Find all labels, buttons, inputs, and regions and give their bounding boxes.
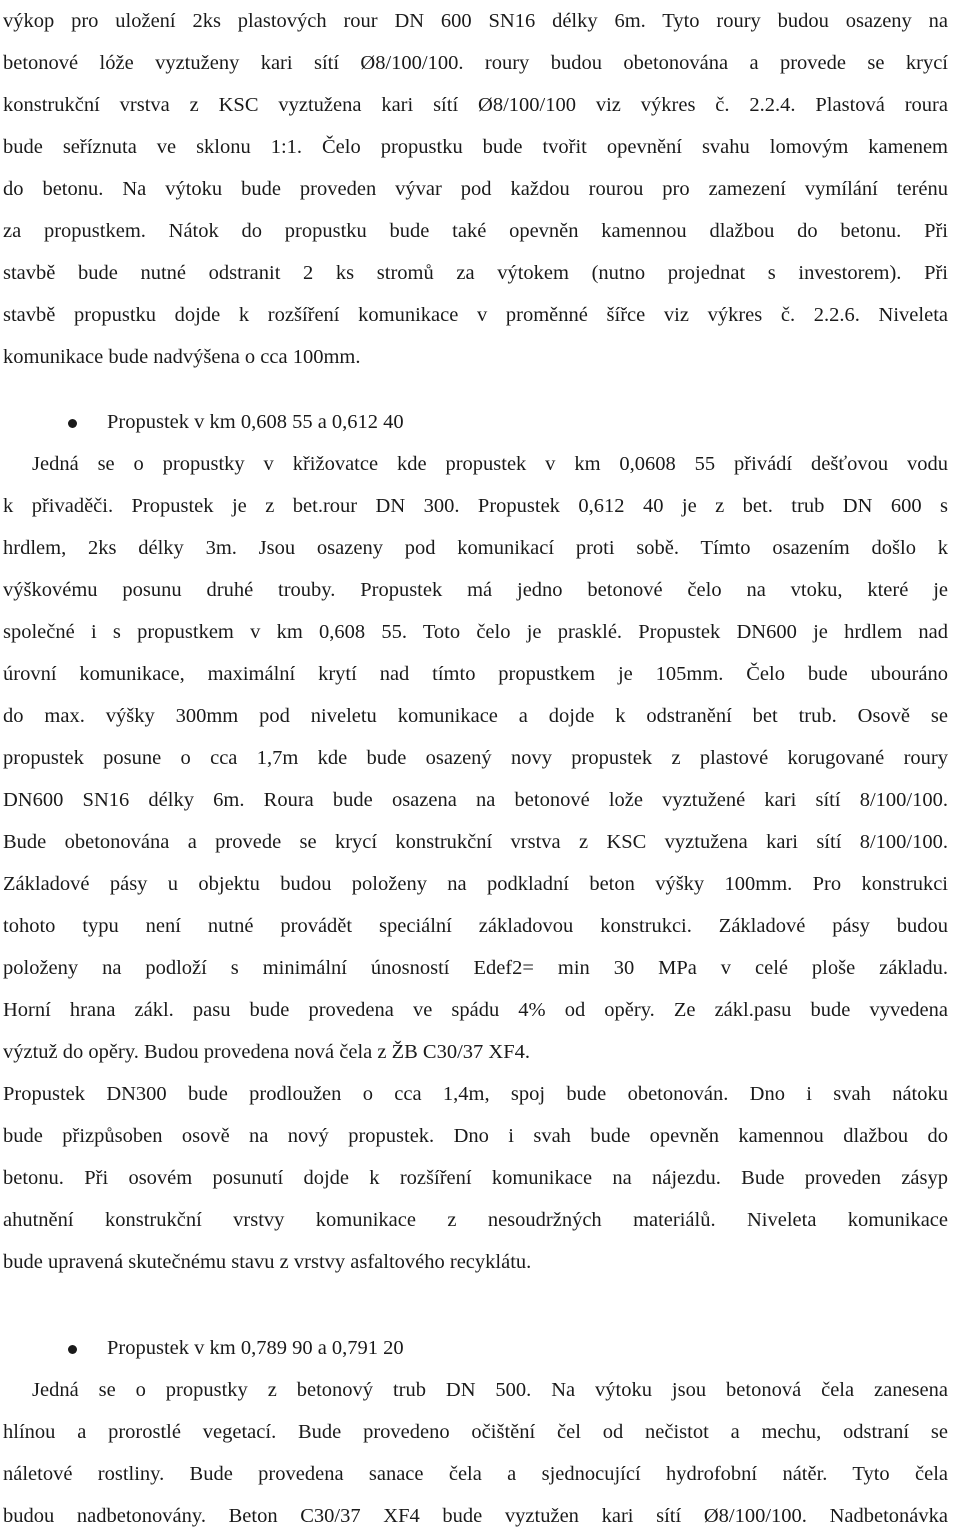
text-line: úrovní komunikace, maximální krytí nad tímto propustkem je 105mm. Čelo bude ubouráno [3, 663, 948, 685]
text-line: Bude obetonována a provede se krycí konstrukční vrstva z KSC vyztužena kari sítí 8/100/100. [3, 831, 948, 853]
bullet-heading-propustek-0789 [0, 1327, 960, 1369]
text-line: Jedná se o propustky z betonový trub DN 500. Na výtoku jsou betonová čela zanesena [32, 1379, 948, 1401]
text-line: hrdlem, 2ks délky 3m. Jsou osazeny pod komunikací proti sobě. Tímto osazením došlo k [3, 537, 948, 559]
text-line: náletové rostliny. Bude provedena sanace čela a sjednocující hydrofobní nátěr. Tyto čela [3, 1463, 948, 1485]
paragraph-propustek-0608 [0, 443, 960, 1283]
text-line: bude seříznuta ve sklonu 1:1. Čelo propustku bude tvořit opevnění svahu lomovým kamenem [3, 136, 948, 158]
text-line: Horní hrana zákl. pasu bude provedena ve spádu 4% od opěry. Ze zákl.pasu bude vyvedena [3, 999, 948, 1021]
text-line: hlínou a prorostlé vegetací. Bude provedeno očištění čel od nečistot a mechu, odstraní se [3, 1421, 948, 1443]
text-line: do max. výšky 300mm pod niveletu komunikace a dojde k odstranění bet trub. Osově se [3, 705, 948, 727]
bullet-icon [68, 1345, 77, 1354]
text-line: za propustkem. Nátok do propustku bude také opevněn kamennou dlažbou do betonu. Při [3, 220, 948, 242]
text-line: Propustek DN300 bude prodloužen o cca 1,4m, spoj bude obetonován. Dno i svah nátoku [3, 1083, 948, 1105]
text-line: DN600 SN16 délky 6m. Roura bude osazena na betonové lože vyztužené kari sítí 8/100/100. [3, 789, 948, 811]
bullet-heading-propustek-0608 [0, 401, 960, 443]
text-line: položeny na podloží s minimální únosností Edef2= min 30 MPa v celé ploše základu. [3, 957, 948, 979]
text-line: bude přizpůsoben osově na nový propustek. Dno i svah bude opevněn kamennou dlažbou do [3, 1125, 948, 1147]
text-line: k přivaděči. Propustek je z bet.rour DN 300. Propustek 0,612 40 je z bet. trub DN 600 s [3, 495, 948, 517]
text-line: bude upravená skutečnému stavu z vrstvy asfaltového recyklátu. [3, 1251, 532, 1273]
text-line: výškovému posunu druhé trouby. Propustek má jedno betonové čelo na vtoku, které je [3, 579, 948, 601]
paragraph-continuation [0, 0, 960, 378]
text-line: budou nadbetonovány. Beton C30/37 XF4 bude vyztužen kari sítí Ø8/100/100. Nadbetonávka [3, 1505, 948, 1527]
text-line: do betonu. Na výtoku bude proveden vývar pod každou rourou pro zamezení vymílání terénu [3, 178, 948, 200]
text-line: betonové lóže vyztuženy kari sítí Ø8/100/100. roury budou obetonována a provede se krycí [3, 52, 948, 74]
paragraph-propustek-0789 [0, 1369, 960, 1535]
text-line: komunikace bude nadvýšena o cca 100mm. [3, 346, 361, 368]
text-line: propustek posune o cca 1,7m kde bude osazený novy propustek z plastové korugované roury [3, 747, 948, 769]
text-line: betonu. Při osovém posunutí dojde k rozšíření komunikace na nájezdu. Bude proveden zásyp [3, 1167, 948, 1189]
text-line: tohoto typu není nutné provádět speciální základovou konstrukci. Základové pásy budou [3, 915, 948, 937]
text-line: společné i s propustkem v km 0,608 55. Toto čelo je prasklé. Propustek DN600 je hrdlem nad [3, 621, 948, 643]
bullet-icon [68, 419, 77, 428]
text-line: výkop pro uložení 2ks plastových rour DN 600 SN16 délky 6m. Tyto roury budou osazeny na [3, 10, 948, 32]
text-line: ahutnění konstrukční vrstvy komunikace z nesoudržných materiálů. Niveleta komunikace [3, 1209, 948, 1231]
text-line: Základové pásy u objektu budou položeny na podkladní beton výšky 100mm. Pro konstrukci [3, 873, 948, 895]
text-line: stavbě bude nutné odstranit 2 ks stromů za výtokem (nutno projednat s investorem). Při [3, 262, 948, 284]
text-line: konstrukční vrstva z KSC vyztužena kari sítí Ø8/100/100 viz výkres č. 2.2.4. Plastová roura [3, 94, 948, 116]
section-heading: Propustek v km 0,608 55 a 0,612 40 [107, 411, 404, 433]
text-line: výztuž do opěry. Budou provedena nová čela z ŽB C30/37 XF4. [3, 1041, 530, 1063]
section-heading: Propustek v km 0,789 90 a 0,791 20 [107, 1337, 404, 1359]
text-line: Jedná se o propustky v křižovatce kde propustek v km 0,0608 55 přivádí dešťovou vodu [32, 453, 948, 475]
text-line: stavbě propustku dojde k rozšíření komunikace v proměnné šířce viz výkres č. 2.2.6. Niveleta [3, 304, 948, 326]
